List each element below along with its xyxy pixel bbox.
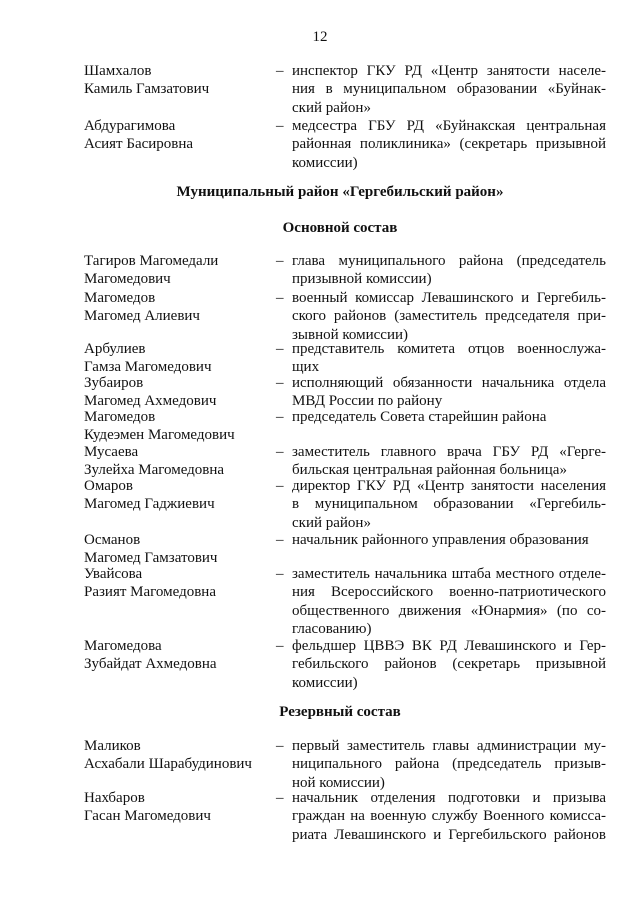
person-position: председатель Совета старейшин района [292,409,547,425]
dash-separator: – [276,566,284,582]
dash-separator: – [276,118,284,134]
person-name: Арбулиев Гамза Магомедович [84,341,212,376]
dash-separator: – [276,290,284,306]
person-name: Омаров Магомед Гаджиевич [84,478,215,513]
district-heading: Муниципальный район «Гергебильский район» [176,184,504,200]
person-name: Увайсова Разият Магомедовна [84,566,216,601]
person-name: Шамхалов Камиль Гамзатович [84,63,210,98]
person-name: Османов Магомед Гамзатович [84,532,218,567]
reserve-composition-heading: Резервный состав [279,704,401,720]
person-name: Абдурагимова Асият Басировна [84,118,194,153]
dash-separator: – [276,738,284,754]
dash-separator: – [276,790,284,806]
person-name: Зубаиров Магомед Ахмедович [84,375,217,410]
person-position: заместитель начальника штаба местного отделе- ния Всероссийского военно-патриотического общественного движения «Юнармия» (по со- гласованию) [292,566,606,638]
person-position: начальник районного управления образования [292,532,589,548]
person-position: заместитель главного врача ГБУ РД «Герге- бильская центральная районная больница» [292,444,606,479]
person-name: Маликов Асхабали Шарабудинович [84,738,252,773]
dash-separator: – [276,63,284,79]
main-composition-heading: Основной состав [282,220,398,236]
dash-separator: – [276,253,284,269]
dash-separator: – [276,532,284,548]
dash-separator: – [276,341,284,357]
person-name: Тагиров Магомедали Магомедович [84,253,219,288]
person-position: начальник отделения подготовки и призыва граждан на военную службу Военного комисса- риата Левашинского и Гергебильского районов [292,790,606,843]
page-number: 12 [312,29,328,45]
person-name: Магомедов Магомед Алиевич [84,290,200,325]
dash-separator: – [276,409,284,425]
person-position: первый заместитель главы администрации му- ниципального района (председатель призыв- ной комиссии) [292,738,606,791]
person-name: Магомедов Кудеэмен Магомедович [84,409,235,444]
dash-separator: – [276,478,284,494]
person-position: представитель комитета отцов военнослужа- щих [292,341,606,376]
dash-separator: – [276,375,284,391]
dash-separator: – [276,638,284,654]
person-name: Магомедова Зубайдат Ахмедовна [84,638,217,673]
dash-separator: – [276,444,284,460]
person-position: директор ГКУ РД «Центр занятости населения в муниципальном образовании «Гергебиль- ский район» [292,478,606,531]
person-position: военный комиссар Левашинского и Гергебиль- ского районов (заместитель председателя при- зывной комиссии) [292,290,606,343]
person-position: медсестра ГБУ РД «Буйнакская центральная районная поликлиника» (секретарь призывной комиссии) [292,118,606,171]
person-name: Мусаева Зулейха Магомедовна [84,444,225,479]
person-position: фельдшер ЦВВЭ ВК РД Левашинского и Гер- гебильского районов (секретарь призывной комиссии) [292,638,606,691]
person-name: Нахбаров Гасан Магомедович [84,790,211,825]
person-position: глава муниципального района (председатель призывной комиссии) [292,253,606,288]
person-position: исполняющий обязанности начальника отдела МВД России по району [292,375,606,410]
person-position: инспектор ГКУ РД «Центр занятости населе- ния в муниципальном образовании «Буйнак- ский район» [292,63,606,116]
